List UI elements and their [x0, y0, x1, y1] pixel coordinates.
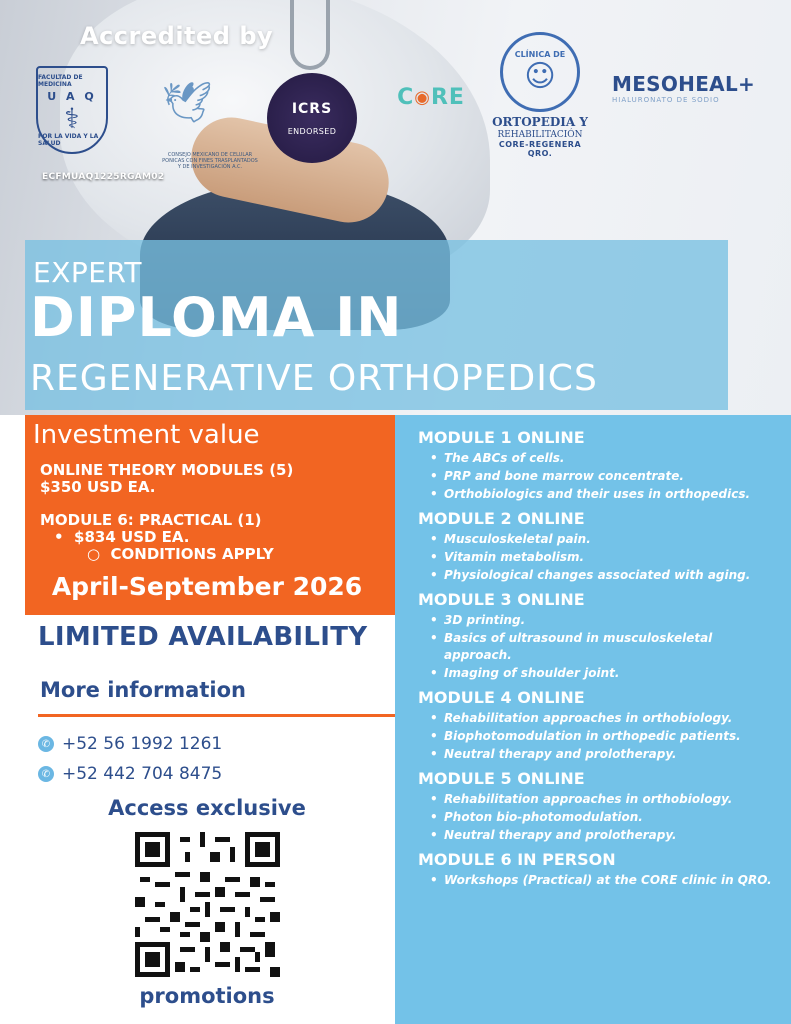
consejo-text: CONSEJO MEXICANO DE CELULAR PONICAS CON FINES TRASPLANTADOS Y DE INVESTIGACIÓN A.C. — [162, 152, 258, 170]
online-pricing — [40, 462, 293, 496]
course-dates: April-September 2026 — [51, 572, 363, 601]
uaq-faculty-text: FACULTAD DE MEDICINA — [38, 73, 83, 88]
divider — [38, 714, 395, 717]
core-re: RE — [430, 84, 465, 110]
clinica-name — [490, 116, 590, 159]
icrs-name: ICRS — [291, 100, 333, 117]
clinica-top: CLÍNICA DE — [514, 50, 566, 59]
stethoscope-icon — [290, 0, 330, 70]
clinica-line4: QRO. — [527, 149, 553, 159]
investment-title: Investment value — [33, 420, 260, 450]
module-title: MODULE 4 ONLINE — [418, 688, 585, 707]
clinica-line1: ORTOPEDIA Y — [492, 115, 588, 129]
module-topic: • Biophotomodulation in orthopedic patients. — [418, 728, 780, 745]
module-title: MODULE 3 ONLINE — [418, 590, 585, 609]
module-topic: • Workshops (Practical) at the CORE clinic in QRO. — [418, 872, 780, 889]
eagle-logo-icon: 🕊 — [161, 79, 213, 126]
phone-number-2: +52 442 704 8475 — [62, 764, 223, 784]
mesoheal-logo — [612, 72, 782, 104]
module-topic: • PRP and bone marrow concentrate. — [418, 468, 780, 485]
uaq-logo — [36, 66, 108, 154]
module-title: MODULE 6 IN PERSON — [418, 850, 616, 869]
online-modules-price: $350 USD EA. — [40, 478, 156, 496]
module-topic: • Photon bio-photomodulation. — [418, 809, 780, 826]
title-field: REGENERATIVE ORTHOPEDICS — [30, 358, 598, 399]
practical-module-label: MODULE 6: PRACTICAL (1) — [40, 511, 262, 529]
module-topic: • Vitamin metabolism. — [418, 549, 780, 566]
more-information-heading: More information — [40, 678, 246, 702]
title-expert: EXPERT — [33, 256, 142, 289]
module-topics — [418, 791, 780, 844]
module-topics — [418, 612, 780, 682]
phone-number-1: +52 56 1992 1261 — [62, 734, 223, 754]
module-topic: • Rehabilitation approaches in orthobiology. — [418, 710, 780, 727]
limited-availability: LIMITED AVAILABILITY — [38, 622, 368, 652]
online-modules-label: ONLINE THEORY MODULES (5) — [40, 461, 294, 479]
title-diploma: DIPLOMA IN — [30, 286, 403, 349]
practical-price-value: $834 USD EA. — [74, 528, 190, 546]
person-icon: ☺ — [524, 59, 556, 94]
phone-contact-1[interactable] — [38, 734, 222, 754]
qr-code-icon — [135, 832, 280, 977]
icrs-logo — [267, 73, 357, 163]
caduceus-icon: ⚕ — [64, 101, 80, 135]
phone-icon: ✆ — [38, 766, 54, 782]
module-topic: • The ABCs of cells. — [418, 450, 780, 467]
uaq-motto: POR LA VIDA Y LA SALUD — [38, 132, 99, 147]
module-topics — [418, 450, 780, 503]
phone-icon: ✆ — [38, 736, 54, 752]
module-topics — [418, 872, 780, 889]
core-logo — [382, 80, 480, 114]
module-topic: • Imaging of shoulder joint. — [418, 665, 780, 682]
access-exclusive-text: Access exclusive — [108, 796, 306, 820]
accredited-by-heading: Accredited by — [80, 22, 274, 50]
module-topics — [418, 531, 780, 584]
uaq-letters: U A Q — [47, 89, 97, 103]
module-topics — [418, 710, 780, 763]
practical-conditions: ○ CONDITIONS APPLY — [87, 545, 274, 563]
module-topic: • Neutral therapy and prolotherapy. — [418, 827, 780, 844]
clinica-line2: REHABILITACIÓN — [497, 129, 583, 140]
promotions-text: promotions — [139, 984, 275, 1008]
clinica-logo — [500, 32, 580, 112]
practical-pricing — [40, 512, 274, 563]
module-topic: • Neutral therapy and prolotherapy. — [418, 746, 780, 763]
module-topic: • 3D printing. — [418, 612, 780, 629]
accreditation-code: ECFMUAQ1225RGAM02 — [42, 172, 165, 182]
practical-conditions-text: CONDITIONS APPLY — [110, 545, 274, 563]
core-c: C — [397, 84, 415, 110]
practical-price: • $834 USD EA. — [54, 528, 190, 546]
modules-list — [418, 428, 780, 890]
core-person-icon: ◉ — [414, 86, 431, 108]
module-title: MODULE 5 ONLINE — [418, 769, 585, 788]
qr-code[interactable] — [135, 832, 280, 977]
module-topic: • Rehabilitation approaches in orthobiology. — [418, 791, 780, 808]
module-title: MODULE 1 ONLINE — [418, 428, 585, 447]
clinica-line3: CORE-REGENERA — [498, 140, 582, 150]
phone-contact-2[interactable] — [38, 764, 222, 784]
mesoheal-tagline: HIALURONATO DE SODIO — [612, 96, 720, 104]
module-topic: • Physiological changes associated with aging. — [418, 567, 780, 584]
module-topic: • Musculoskeletal pain. — [418, 531, 780, 548]
module-topic: • Orthobiologics and their uses in orthopedics. — [418, 486, 780, 503]
module-title: MODULE 2 ONLINE — [418, 509, 585, 528]
icrs-endorsed: ENDORSED — [287, 126, 337, 136]
module-topic: • Basics of ultrasound in musculoskeletal approach. — [418, 630, 780, 664]
mesoheal-name: MESOHEAL+ — [612, 72, 756, 96]
